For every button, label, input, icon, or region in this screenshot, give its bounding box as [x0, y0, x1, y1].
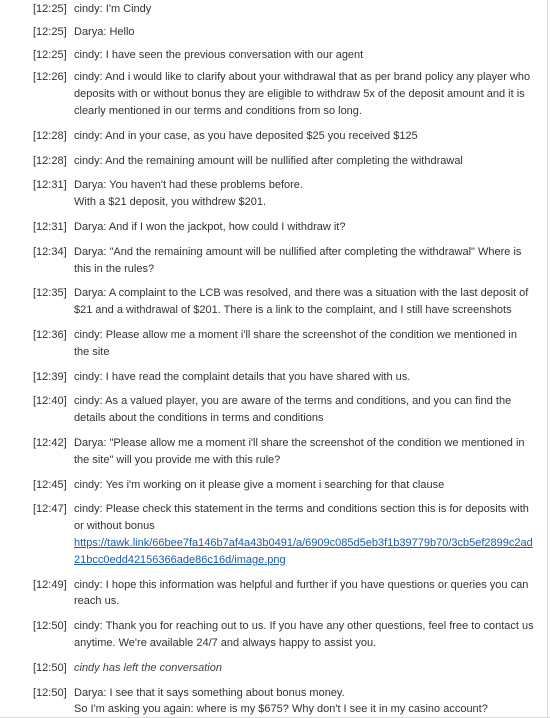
message-text: [74, 128, 535, 145]
message-body: cindy: I have seen the previous conversation with our agent: [74, 48, 364, 61]
message-body: Darya: A complaint to the LCB was resolved, and there was a situation with the last deposit of $21 and a withdrawal of $201. There is a link to the complaint, and I still have screenshots: [74, 287, 532, 317]
message-text: [74, 393, 535, 427]
message-timestamp: [12:36]: [33, 328, 67, 341]
chat-message: [0, 685, 547, 718]
message-body: cindy has left the conversation: [74, 661, 222, 674]
message-body: cindy: I'm Cindy: [74, 3, 152, 15]
message-text: [74, 501, 535, 568]
message-text: [74, 153, 535, 170]
message-timestamp: [12:50]: [33, 686, 67, 699]
chat-message: [0, 177, 547, 211]
chat-message: [0, 285, 547, 319]
message-body: Darya: "And the remaining amount will be nullified after completing the withdrawal" Where is this in the rules?: [74, 245, 525, 275]
chat-message: [0, 327, 547, 361]
chat-message: [0, 128, 547, 145]
chat-message: [0, 24, 547, 41]
message-text: [74, 69, 535, 119]
message-text: [74, 435, 535, 469]
message-text: [74, 24, 535, 41]
message-body: cindy: I have read the complaint details that you have shared with us.: [74, 370, 411, 383]
message-text: [74, 219, 535, 236]
message-body: Darya: I see that it says something about bonus money. So I'm asking you again: where is my $675? Why don't I see it in my casino account?: [74, 686, 488, 716]
message-timestamp: [12:25]: [33, 3, 67, 15]
message-text: [74, 369, 535, 386]
message-body: cindy: And the remaining amount will be nullified after completing the withdrawal: [74, 154, 463, 167]
message-body: cindy: And in your case, as you have deposited $25 you received $125: [74, 129, 418, 142]
message-timestamp: [12:31]: [33, 179, 67, 192]
message-body: cindy: Please check this statement in the terms and conditions section this is for deposits with or without bonus: [74, 503, 532, 533]
chat-message: [0, 1, 547, 18]
message-body: cindy: And i would like to clarify about your withdrawal that as per brand policy any player who deposits with or without bonus they are eligible to withdraw 5x of the deposit amount and it is clearly mentioned in our terms and conditions from so long.: [74, 71, 534, 117]
chat-message: [0, 369, 547, 386]
chat-message: [0, 69, 547, 119]
chat-message: [0, 47, 547, 64]
message-text: [74, 618, 535, 652]
message-text: [74, 685, 535, 718]
message-text: [74, 327, 535, 361]
message-timestamp: [12:34]: [33, 245, 67, 258]
message-body: cindy: Yes i'm working on it please give a moment i searching for that clause: [74, 478, 445, 491]
message-timestamp: [12:31]: [33, 220, 67, 233]
chat-message: [0, 577, 547, 611]
message-body: cindy: As a valued player, you are aware of the terms and conditions, and you can find the details about the conditions in terms and conditions: [74, 395, 515, 425]
image-link[interactable]: https://tawk.link/66bee7fa146b7af4a43b0491/a/6909c085d5eb3f1b39779b70/3cb5ef2899c2ad21bcc0edd42156366ade86c16d/image.png: [74, 536, 533, 566]
chat-message: [0, 244, 547, 278]
message-timestamp: [12:40]: [33, 395, 67, 408]
message-timestamp: [12:26]: [33, 71, 67, 84]
message-timestamp: [12:28]: [33, 129, 67, 142]
message-text: [74, 47, 535, 64]
chat-message: [0, 153, 547, 170]
message-timestamp: [12:35]: [33, 287, 67, 300]
message-timestamp: [12:25]: [33, 25, 67, 38]
message-text: [74, 1, 535, 18]
message-text: [74, 477, 535, 494]
chat-message: [0, 660, 547, 677]
message-timestamp: [12:49]: [33, 578, 67, 591]
chat-message: [0, 618, 547, 652]
message-body: Darya: "Please allow me a moment i'll share the screenshot of the condition we mentioned in the site" will you provide me with this rule?: [74, 436, 528, 466]
message-body: Darya: You haven't had these problems before. With a $21 deposit, you withdrew $201.: [74, 179, 303, 209]
chat-message: [0, 219, 547, 236]
chat-message: [0, 477, 547, 494]
message-timestamp: [12:28]: [33, 154, 67, 167]
message-timestamp: [12:50]: [33, 661, 67, 674]
system-message: [74, 660, 535, 677]
message-timestamp: [12:47]: [33, 503, 67, 516]
chat-message: [0, 393, 547, 427]
message-body: cindy: I hope this information was helpful and further if you have questions or queries you can reach us.: [74, 578, 532, 608]
message-body: cindy: Thank you for reaching out to us. If you have any other questions, feel free to contact us anytime. We're available 24/7 and always happy to assist you.: [74, 620, 537, 649]
message-body: Darya: And if I won the jackpot, how could I withdraw it?: [74, 220, 346, 233]
message-body: Darya: Hello: [74, 25, 135, 38]
message-timestamp: [12:39]: [33, 370, 67, 383]
message-text: [74, 177, 535, 211]
message-text: [74, 577, 535, 611]
message-timestamp: [12:45]: [33, 478, 67, 491]
chat-message: [0, 435, 547, 469]
message-body: cindy: Please allow me a moment i'll share the screenshot of the condition we mentioned in the site: [74, 328, 521, 358]
message-timestamp: [12:42]: [33, 436, 67, 449]
message-text: [74, 285, 535, 319]
message-timestamp: [12:25]: [33, 48, 67, 61]
message-text: [74, 244, 535, 278]
message-timestamp: [12:50]: [33, 620, 67, 633]
chat-message: [0, 501, 547, 568]
